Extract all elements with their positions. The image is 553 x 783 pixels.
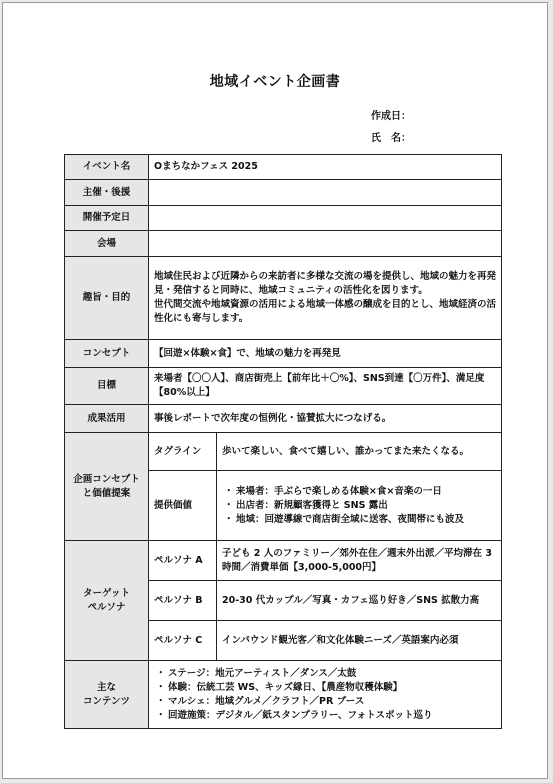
row-venue bbox=[65, 231, 502, 257]
row-contents bbox=[65, 661, 502, 729]
date-label: 開催予定日 bbox=[65, 206, 149, 231]
created-date-label: 作成日： bbox=[371, 111, 411, 122]
list-item: ・ ステージ：地元アーティスト／ダンス／太鼓 bbox=[154, 667, 496, 681]
provided-value-list-cell bbox=[217, 471, 502, 541]
provided-value-label: 提供価値 bbox=[149, 471, 217, 541]
row-purpose bbox=[65, 257, 502, 340]
row-tagline bbox=[65, 433, 502, 471]
organizer-value bbox=[149, 180, 502, 206]
persona-label: ターゲット ペルソナ bbox=[65, 541, 149, 661]
result-label: 成果活用 bbox=[65, 405, 149, 433]
row-concept bbox=[65, 340, 502, 368]
list-item: ・ 来場者：手ぶらで楽しめる体験×食×音楽の一日 bbox=[222, 485, 496, 499]
organizer-label: 主催・後援 bbox=[65, 180, 149, 206]
plan-table bbox=[64, 154, 502, 729]
persona-b-label: ペルソナ B bbox=[149, 581, 217, 621]
concept-value: 【回遊×体験×食】で、地域の魅力を再発見 bbox=[149, 340, 502, 368]
list-item: ・ 出店者：新規顧客獲得と SNS 露出 bbox=[222, 499, 496, 513]
row-event-name bbox=[65, 155, 502, 180]
list-item: ・ 体験：伝統工芸 WS、キッズ縁日、【農産物収穫体験】 bbox=[154, 681, 496, 695]
tagline-value: 歩いて楽しい、食べて嬉しい、誰かってまた来たくなる。 bbox=[217, 433, 502, 471]
provided-value-list bbox=[222, 485, 496, 527]
purpose-paragraph-2: 世代間交流や地域資源の活用による地域一体感の醸成を目的とし、地域経済の活性化にも寄与します。 bbox=[154, 299, 497, 324]
persona-b-value: 20-30 代カップル／写真・カフェ巡り好き／SNS 拡散力高 bbox=[217, 581, 502, 621]
venue-value bbox=[149, 231, 502, 257]
row-result bbox=[65, 405, 502, 433]
purpose-value bbox=[149, 257, 502, 340]
document-title: 地域イベント企画書 bbox=[209, 74, 341, 90]
goal-value: 来場者【〇〇人】、商店街売上【前年比＋〇%】、SNS到達【〇万件】、満足度【80%以上】 bbox=[149, 368, 502, 405]
row-date bbox=[65, 206, 502, 231]
persona-a-label: ペルソナ A bbox=[149, 541, 217, 581]
venue-label: 会場 bbox=[65, 231, 149, 257]
persona-a-value: 子ども 2 人のファミリー／郊外在住／週末外出派／平均滞在 3 時間／消費単価【3,000-5,000円】 bbox=[217, 541, 502, 581]
plan-label: 企画コンセプトと価値提案 bbox=[65, 433, 149, 541]
event-name-value: Oまちなかフェス 2025 bbox=[149, 155, 502, 180]
contents-label: 主な コンテンツ bbox=[65, 661, 149, 729]
result-value: 事後レポートで次年度の恒例化・協賛拡大につなげる。 bbox=[149, 405, 502, 433]
persona-c-value: インバウンド観光客／和文化体験ニーズ／英語案内必須 bbox=[217, 621, 502, 661]
author-name-label: 氏 名： bbox=[371, 133, 411, 144]
list-item: ・ 地域：回遊導線で商店街全域に送客、夜間帯にも波及 bbox=[222, 513, 496, 527]
purpose-label: 趣旨・目的 bbox=[65, 257, 149, 340]
persona-c-label: ペルソナ C bbox=[149, 621, 217, 661]
row-goal bbox=[65, 368, 502, 405]
goal-label: 目標 bbox=[65, 368, 149, 405]
list-item: ・ マルシェ：地域グルメ／クラフト／PR ブース bbox=[154, 695, 496, 709]
tagline-label: タグライン bbox=[149, 433, 217, 471]
row-organizer bbox=[65, 180, 502, 206]
concept-label: コンセプト bbox=[65, 340, 149, 368]
contents-list bbox=[154, 667, 496, 723]
row-persona-a bbox=[65, 541, 502, 581]
contents-list-cell bbox=[149, 661, 502, 729]
list-item: ・ 回遊施策：デジタル／紙スタンプラリー、フォトスポット巡り bbox=[154, 709, 496, 723]
purpose-paragraph-1: 地域住民および近隣からの来訪者に多様な交流の場を提供し、地域の魅力を再発見・発信すると同時に、地域コミュニティの活性化を図ります。 bbox=[154, 271, 497, 296]
date-value bbox=[149, 206, 502, 231]
event-name-label: イベント名 bbox=[65, 155, 149, 180]
